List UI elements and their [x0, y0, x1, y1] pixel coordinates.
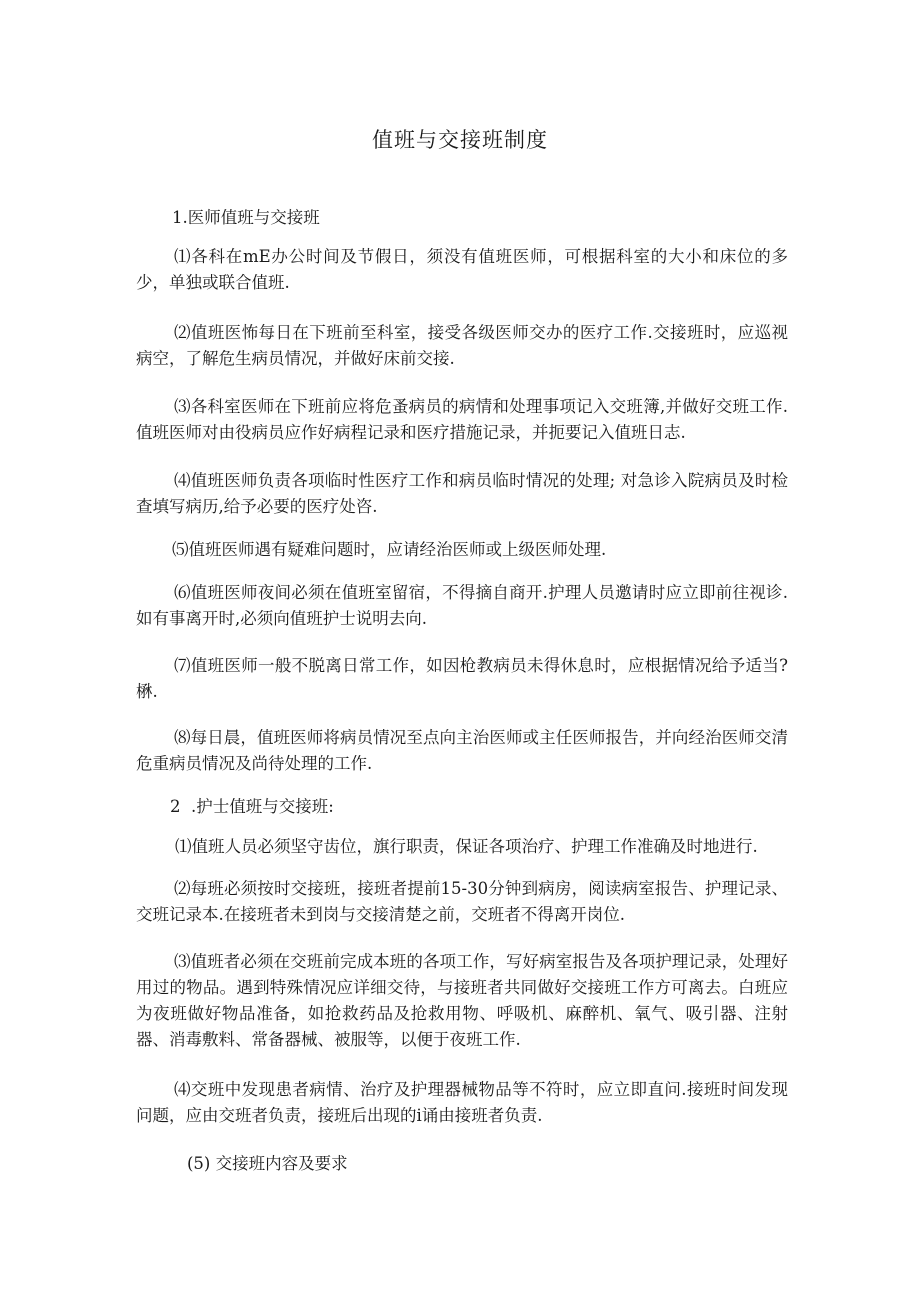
section-1-item-6: ⑹值班医师夜间必须在值班室留宿，不得摘自商开.护理人员邀请时应立即前往视诊.如有事离开时,必须向值班护士说明去向. [136, 583, 788, 628]
section-2-item-5: (5) 交接班内容及要求 [187, 1154, 348, 1173]
section-1-item-4: ⑷值班医师负责各项临时性医疗工作和病员临时情况的处理; 对急诊入院病员及时检查填写病历,给予必要的医疗处咨. [136, 471, 788, 516]
section-2-item-1: ⑴值班人员必须坚守齿位，旗行职责，保证各项治疗、护理工作准确及时地进行. [175, 837, 758, 856]
section-2-heading: 2 .护士值班与交接班: [170, 797, 334, 816]
section-1-item-2: ⑵值班医怖每日在下班前至科室，接受各级医师交办的医疗工作.交接班时，应巡视病空，了解危生病员情况，并做好床前交接. [136, 323, 788, 368]
page-title: 值班与交接班制度 [372, 128, 548, 152]
section-2-item-3: ⑶值班者必须在交班前完成本班的各项工作，写好病室报告及各项护理记录，处理好用过的物品。遇到特殊情况应详细交待，与接班者共同做好交接班工作方可离去。白班应为夜班做好物品准备，如抢救药品及抢救用物、呼吸机、麻醉机、氧气、吸引器、注射器、消毒敷料、常备器械、被服等，以便于夜班工作. [136, 952, 788, 1049]
section-2-item-2: ⑵每班必须按时交接班，接班者提前15-30分钟到病房，阅读病室报告、护理记录、交班记录本.在接班者未到岗与交接清楚之前，交班者不得离开岗位. [136, 879, 788, 924]
section-1-item-3: ⑶各科室医师在下班前应将危蚤病员的病情和处理事项记入交班簿,并做好交班工作.值班医师对由役病员应作好病程记录和医疗措施记录，并扼要记入值班日志. [136, 397, 788, 442]
section-1-item-7: ⑺值班医师一般不脱离日常工作，如因枪教病员未得休息时，应根据情况给予适当?楙. [136, 656, 788, 701]
section-1-item-8: ⑻每日晨，值班医师将病员情况至点向主治医师或主任医师报告，并向经治医师交清危重病员情况及尚待处理的工作. [136, 728, 788, 773]
section-1-item-1: ⑴各科在mE办公时间及节假日，须没有值班医师，可根据科室的大小和床位的多少，单独或联合值班. [136, 247, 788, 292]
section-1-heading: 1.医师值班与交接班 [172, 208, 320, 227]
section-1-item-5: ⑸值班医师遇有疑难问题时，应请经治医师或上级医师处理. [172, 540, 607, 559]
section-2-item-4: ⑷交班中发现患者病情、治疗及护理器械物品等不符时，应立即直问.接班时间发现问题，应由交班者负责，接班后出现的i诵由接班者负责. [136, 1080, 788, 1125]
